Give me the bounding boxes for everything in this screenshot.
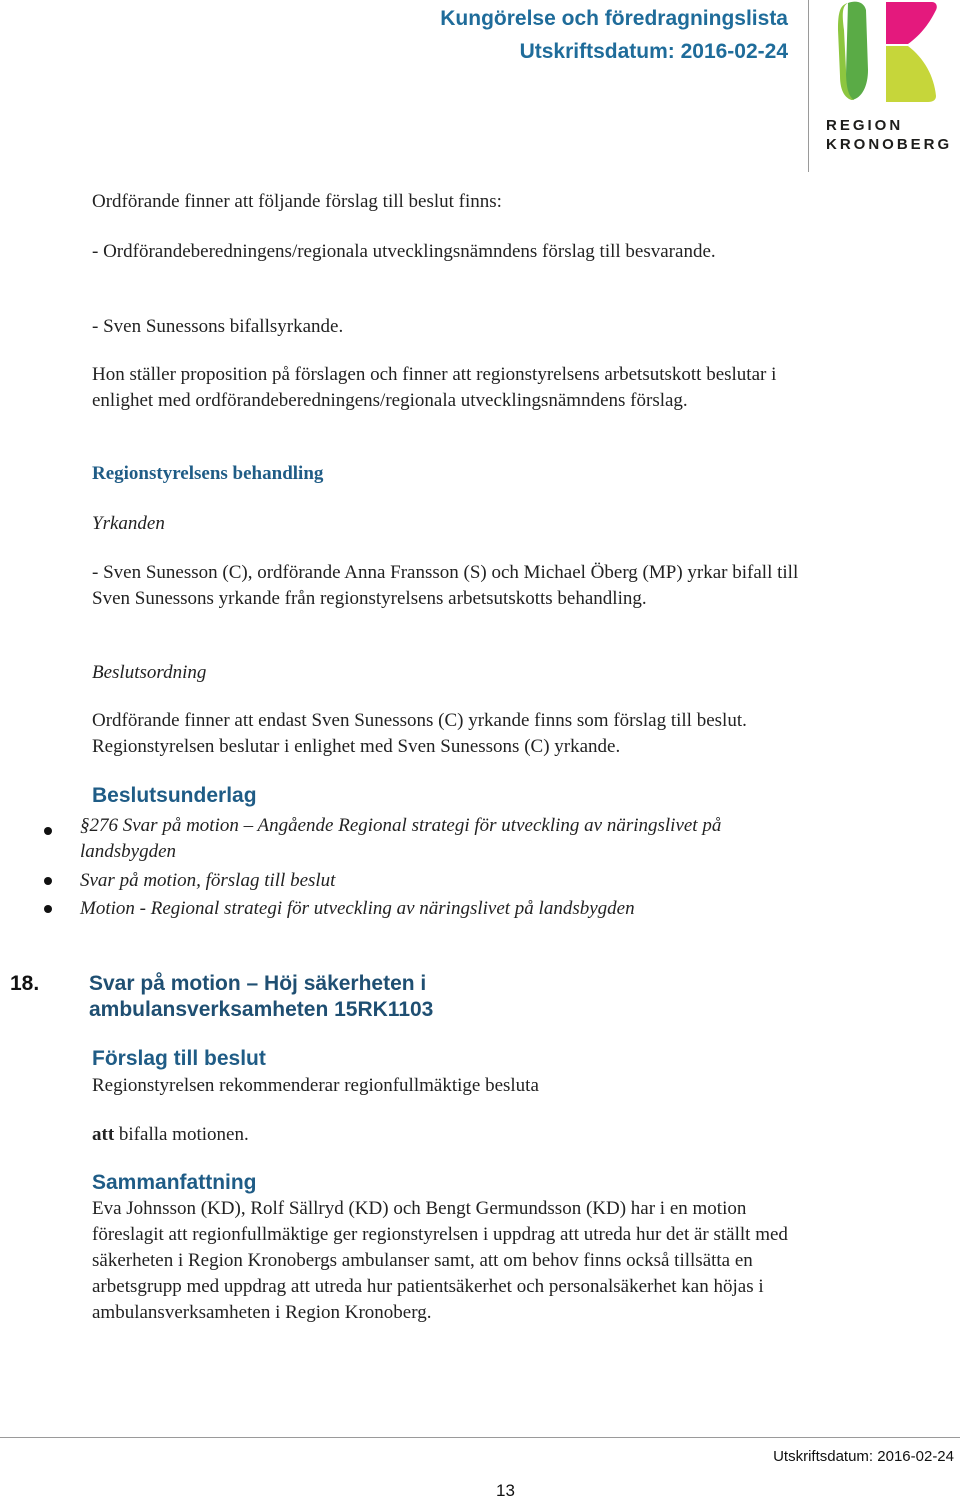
bullet-icon [44,905,52,913]
subheading-yrkanden: Yrkanden [92,513,165,534]
heading-forslag-till-beslut: Förslag till beslut [92,1047,266,1070]
footer-print-date: Utskriftsdatum: 2016-02-24 [773,1448,954,1465]
list-item-text: §276 Svar på motion – Angående Regional strategi för utveckling av näringslivet på landsbygden [80,815,722,862]
page-number: 13 [496,1481,515,1500]
paragraph-proposal-2: - Sven Sunessons bifallsyrkande. [92,316,344,337]
paragraph-yrkanden: - Sven Sunesson (C), ordförande Anna Fransson (S) och Michael Öberg (MP) yrkar bifall till Sven Sunessons yrkande från regionstyrelsens arbetsutskotts behandling. [92,562,799,609]
agenda-item-title-line1: Svar på motion – Höj säkerheten i [89,972,427,995]
document-title: Kungörelse och föredragningslista [440,7,788,30]
paragraph-sammanfattning: Eva Johnsson (KD), Rolf Sällryd (KD) och Bengt Germundsson (KD) har i en motion föreslagit att regionfullmäktige ger regionstyrelsen i uppdrag att utreda hur det är ställt med säkerheten i Region Kronobergs ambulanser samt, att om behov finns också tillsätta en arbetsgrupp med uppdrag att utreda hur patientsäkerhet och personalsäkerhet kan höjas i ambulansverksamheten i Region Kronoberg. [92,1198,788,1323]
decision-att: att [92,1124,115,1145]
heading-beslutsunderlag: Beslutsunderlag [92,784,257,807]
paragraph-beslutsordning: Ordförande finner att endast Sven Sunessons (C) yrkande finns som förslag till beslut. Regionstyrelsen beslutar i enlighet med Sven Sunessons (C) yrkande. [92,710,747,757]
logo-text-kronoberg: KRONOBERG [826,136,953,153]
paragraph-recommendation: Regionstyrelsen rekommenderar regionfullmäktige besluta [92,1075,539,1096]
header-divider [808,0,809,172]
paragraph-intro: Ordförande finner att följande förslag till beslut finns: [92,191,502,212]
paragraph-decision [92,1122,822,1148]
paragraph-proposal-1: - Ordförandeberedningens/regionala utvecklingsnämndens förslag till besvarande. [92,241,716,262]
agenda-item-title-line2: ambulansverksamheten 15RK1103 [89,998,434,1021]
list-item-text: Svar på motion, förslag till beslut [80,870,336,891]
subheading-beslutsordning: Beslutsordning [92,662,207,683]
logo-text-region: REGION [826,117,904,134]
footer-divider [0,1437,960,1438]
bullet-icon [44,827,52,835]
list-item-text: Motion - Regional strategi för utveckling av näringslivet på landsbygden [80,898,635,919]
header-print-date: Utskriftsdatum: 2016-02-24 [519,40,788,63]
bullet-icon [44,877,52,885]
heading-sammanfattning: Sammanfattning [92,1171,257,1194]
decision-text: bifalla motionen. [114,1124,249,1145]
paragraph-proposition: Hon ställer proposition på förslagen och finner att regionstyrelsens arbetsutskott beslutar i enlighet med ordförandeberedningens/regionala utvecklingsnämndens förslag. [92,364,777,411]
heading-regionstyrelsens-behandling: Regionstyrelsens behandling [92,463,324,484]
agenda-item-number: 18. [10,972,40,995]
